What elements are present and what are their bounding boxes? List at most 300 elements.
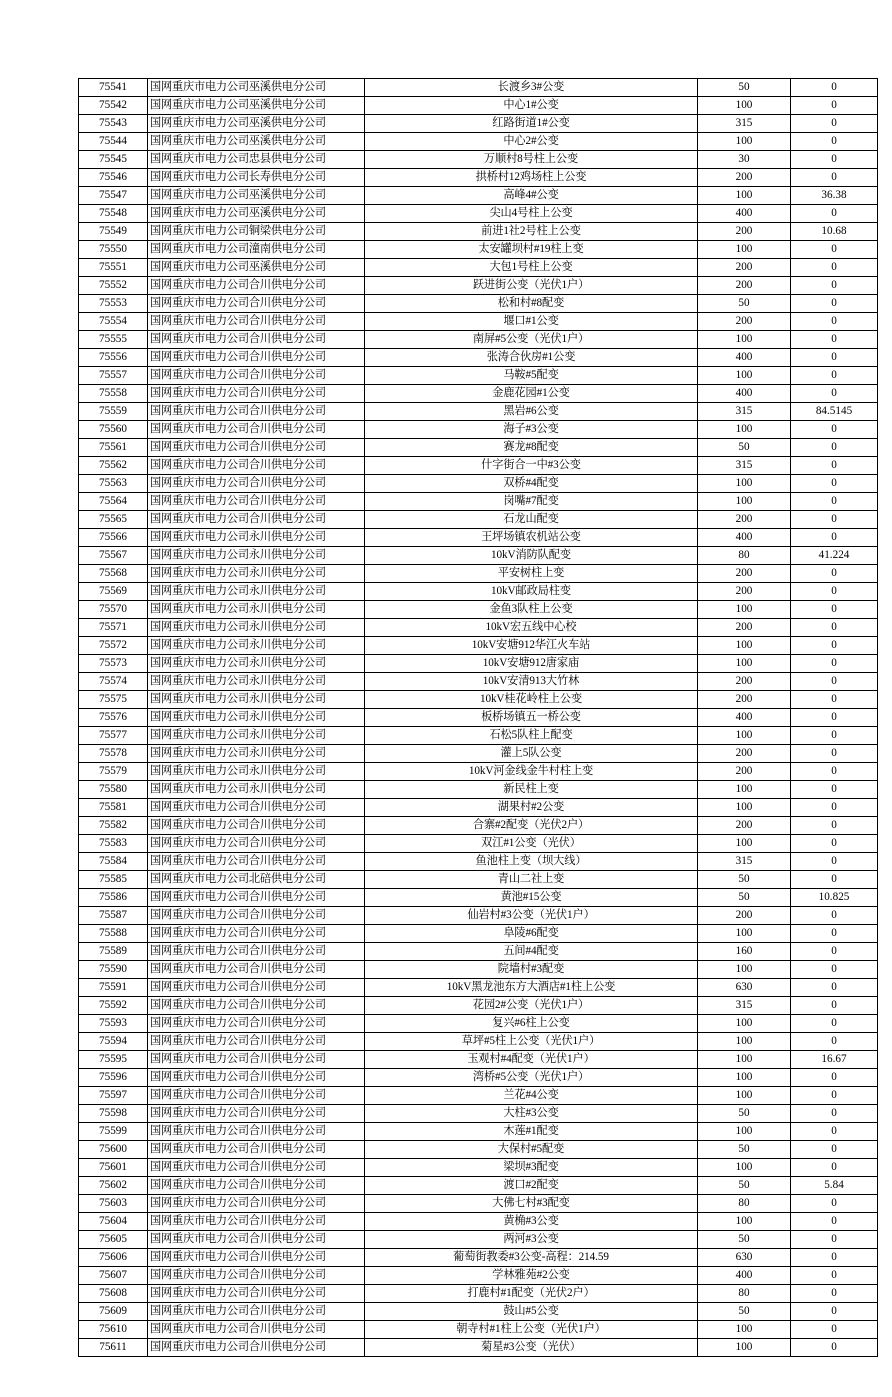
- cell-value: 0: [791, 673, 878, 691]
- cell-name: 葡萄街教委#3公变-高程：214.59: [365, 1249, 698, 1267]
- cell-capacity: 200: [698, 817, 791, 835]
- cell-org: 国网重庆市电力公司合川供电分公司: [148, 1339, 365, 1357]
- cell-id: 75589: [79, 943, 148, 961]
- table-row: [79, 1321, 878, 1339]
- cell-capacity: 80: [698, 1195, 791, 1213]
- cell-name: 马鞍#5配变: [365, 367, 698, 385]
- cell-name: 10kV安塘912华江火车站: [365, 637, 698, 655]
- cell-name: 赛龙#8配变: [365, 439, 698, 457]
- cell-value: 0: [791, 601, 878, 619]
- cell-name: 大保村#5配变: [365, 1141, 698, 1159]
- cell-name: 五间#4配变: [365, 943, 698, 961]
- cell-name: 阜陵#6配变: [365, 925, 698, 943]
- cell-value: 16.67: [791, 1051, 878, 1069]
- cell-name: 堰口#1公变: [365, 313, 698, 331]
- cell-id: 75565: [79, 511, 148, 529]
- cell-value: 0: [791, 331, 878, 349]
- cell-name: 红路街道1#公变: [365, 115, 698, 133]
- table-row: [79, 691, 878, 709]
- table-row: [79, 1015, 878, 1033]
- cell-value: 0: [791, 871, 878, 889]
- table-row: [79, 925, 878, 943]
- cell-id: 75552: [79, 277, 148, 295]
- cell-id: 75597: [79, 1087, 148, 1105]
- cell-value: 0: [791, 817, 878, 835]
- cell-org: 国网重庆市电力公司永川供电分公司: [148, 709, 365, 727]
- cell-capacity: 100: [698, 475, 791, 493]
- table-row: [79, 1033, 878, 1051]
- table-row: [79, 169, 878, 187]
- cell-value: 0: [791, 277, 878, 295]
- cell-id: 75596: [79, 1069, 148, 1087]
- cell-capacity: 100: [698, 367, 791, 385]
- cell-id: 75588: [79, 925, 148, 943]
- cell-id: 75563: [79, 475, 148, 493]
- cell-org: 国网重庆市电力公司合川供电分公司: [148, 493, 365, 511]
- table-row: [79, 745, 878, 763]
- cell-capacity: 400: [698, 349, 791, 367]
- table-row: [79, 79, 878, 97]
- cell-capacity: 100: [698, 1339, 791, 1357]
- cell-org: 国网重庆市电力公司巫溪供电分公司: [148, 205, 365, 223]
- cell-value: 0: [791, 637, 878, 655]
- cell-id: 75542: [79, 97, 148, 115]
- table-row: [79, 187, 878, 205]
- table-row: [79, 1285, 878, 1303]
- cell-value: 0: [791, 1267, 878, 1285]
- cell-org: 国网重庆市电力公司合川供电分公司: [148, 421, 365, 439]
- cell-capacity: 100: [698, 1051, 791, 1069]
- table-row: [79, 1267, 878, 1285]
- table-row: [79, 1339, 878, 1357]
- cell-id: 75599: [79, 1123, 148, 1141]
- cell-capacity: 400: [698, 385, 791, 403]
- cell-id: 75600: [79, 1141, 148, 1159]
- table-row: [79, 475, 878, 493]
- cell-value: 0: [791, 313, 878, 331]
- cell-value: 0: [791, 1033, 878, 1051]
- table-row: [79, 223, 878, 241]
- cell-value: 0: [791, 583, 878, 601]
- cell-name: 花园2#公变（光伏1户）: [365, 997, 698, 1015]
- cell-org: 国网重庆市电力公司合川供电分公司: [148, 1195, 365, 1213]
- cell-capacity: 315: [698, 403, 791, 421]
- cell-id: 75592: [79, 997, 148, 1015]
- cell-capacity: 100: [698, 331, 791, 349]
- cell-id: 75594: [79, 1033, 148, 1051]
- cell-org: 国网重庆市电力公司永川供电分公司: [148, 673, 365, 691]
- cell-org: 国网重庆市电力公司合川供电分公司: [148, 403, 365, 421]
- cell-capacity: 200: [698, 223, 791, 241]
- cell-id: 75551: [79, 259, 148, 277]
- cell-value: 0: [791, 1231, 878, 1249]
- table-row: [79, 349, 878, 367]
- table-row: [79, 1051, 878, 1069]
- cell-org: 国网重庆市电力公司合川供电分公司: [148, 1213, 365, 1231]
- cell-name: 两河#3公变: [365, 1231, 698, 1249]
- table-row: [79, 889, 878, 907]
- table-row: [79, 727, 878, 745]
- cell-name: 黄桷#3公变: [365, 1213, 698, 1231]
- cell-org: 国网重庆市电力公司永川供电分公司: [148, 655, 365, 673]
- cell-name: 灌上5队公变: [365, 745, 698, 763]
- cell-name: 拱桥村12鸡场柱上公变: [365, 169, 698, 187]
- cell-id: 75569: [79, 583, 148, 601]
- cell-name: 10kV邮政局柱变: [365, 583, 698, 601]
- cell-value: 0: [791, 1123, 878, 1141]
- cell-capacity: 50: [698, 79, 791, 97]
- cell-capacity: 200: [698, 169, 791, 187]
- cell-value: 0: [791, 79, 878, 97]
- cell-org: 国网重庆市电力公司巫溪供电分公司: [148, 97, 365, 115]
- cell-org: 国网重庆市电力公司永川供电分公司: [148, 583, 365, 601]
- cell-org: 国网重庆市电力公司合川供电分公司: [148, 1015, 365, 1033]
- table-row: [79, 907, 878, 925]
- table-row: [79, 1159, 878, 1177]
- cell-name: 金鹿花园#1公变: [365, 385, 698, 403]
- cell-org: 国网重庆市电力公司北碚供电分公司: [148, 871, 365, 889]
- cell-value: 10.825: [791, 889, 878, 907]
- cell-capacity: 100: [698, 727, 791, 745]
- cell-id: 75577: [79, 727, 148, 745]
- cell-capacity: 100: [698, 421, 791, 439]
- cell-id: 75581: [79, 799, 148, 817]
- cell-value: 0: [791, 1015, 878, 1033]
- cell-org: 国网重庆市电力公司铜梁供电分公司: [148, 223, 365, 241]
- cell-org: 国网重庆市电力公司合川供电分公司: [148, 997, 365, 1015]
- table-row: [79, 835, 878, 853]
- cell-capacity: 50: [698, 1177, 791, 1195]
- table-row: [79, 997, 878, 1015]
- table-row: [79, 763, 878, 781]
- cell-name: 中心1#公变: [365, 97, 698, 115]
- cell-value: 5.84: [791, 1177, 878, 1195]
- cell-org: 国网重庆市电力公司合川供电分公司: [148, 835, 365, 853]
- cell-org: 国网重庆市电力公司永川供电分公司: [148, 745, 365, 763]
- cell-capacity: 315: [698, 853, 791, 871]
- cell-capacity: 100: [698, 241, 791, 259]
- cell-capacity: 80: [698, 547, 791, 565]
- table-body: [79, 79, 878, 1357]
- cell-name: 10kV安塘912唐家庙: [365, 655, 698, 673]
- cell-value: 0: [791, 511, 878, 529]
- cell-id: 75545: [79, 151, 148, 169]
- cell-capacity: 100: [698, 601, 791, 619]
- cell-value: 0: [791, 97, 878, 115]
- cell-capacity: 315: [698, 115, 791, 133]
- cell-name: 10kV桂花岭柱上公变: [365, 691, 698, 709]
- cell-id: 75609: [79, 1303, 148, 1321]
- cell-capacity: 630: [698, 979, 791, 997]
- cell-org: 国网重庆市电力公司合川供电分公司: [148, 1285, 365, 1303]
- table-row: [79, 151, 878, 169]
- cell-capacity: 200: [698, 277, 791, 295]
- cell-capacity: 50: [698, 871, 791, 889]
- cell-name: 高峰4#公变: [365, 187, 698, 205]
- cell-value: 0: [791, 205, 878, 223]
- cell-value: 0: [791, 1105, 878, 1123]
- cell-capacity: 80: [698, 1285, 791, 1303]
- cell-value: 0: [791, 1195, 878, 1213]
- table-row: [79, 943, 878, 961]
- cell-capacity: 200: [698, 313, 791, 331]
- cell-org: 国网重庆市电力公司巫溪供电分公司: [148, 187, 365, 205]
- cell-org: 国网重庆市电力公司合川供电分公司: [148, 943, 365, 961]
- cell-org: 国网重庆市电力公司合川供电分公司: [148, 1123, 365, 1141]
- cell-capacity: 160: [698, 943, 791, 961]
- cell-value: 0: [791, 745, 878, 763]
- table-row: [79, 529, 878, 547]
- cell-id: 75608: [79, 1285, 148, 1303]
- cell-name: 松和村#8配变: [365, 295, 698, 313]
- cell-org: 国网重庆市电力公司永川供电分公司: [148, 763, 365, 781]
- cell-value: 10.68: [791, 223, 878, 241]
- table-row: [79, 1249, 878, 1267]
- cell-value: 0: [791, 133, 878, 151]
- cell-id: 75541: [79, 79, 148, 97]
- cell-value: 0: [791, 259, 878, 277]
- cell-capacity: 200: [698, 673, 791, 691]
- cell-name: 院墙村#3配变: [365, 961, 698, 979]
- cell-value: 0: [791, 565, 878, 583]
- cell-id: 75587: [79, 907, 148, 925]
- cell-capacity: 100: [698, 1123, 791, 1141]
- table-row: [79, 547, 878, 565]
- cell-value: 0: [791, 439, 878, 457]
- table-row: [79, 97, 878, 115]
- cell-value: 0: [791, 943, 878, 961]
- table-row: [79, 1177, 878, 1195]
- cell-org: 国网重庆市电力公司永川供电分公司: [148, 727, 365, 745]
- table-row: [79, 385, 878, 403]
- table-row: [79, 817, 878, 835]
- cell-org: 国网重庆市电力公司永川供电分公司: [148, 637, 365, 655]
- cell-capacity: 100: [698, 925, 791, 943]
- cell-org: 国网重庆市电力公司合川供电分公司: [148, 1267, 365, 1285]
- cell-name: 板桥场镇五一桥公变: [365, 709, 698, 727]
- cell-id: 75572: [79, 637, 148, 655]
- cell-id: 75570: [79, 601, 148, 619]
- cell-org: 国网重庆市电力公司合川供电分公司: [148, 961, 365, 979]
- table-row: [79, 781, 878, 799]
- cell-capacity: 100: [698, 1159, 791, 1177]
- table-row: [79, 709, 878, 727]
- table-row: [79, 421, 878, 439]
- cell-id: 75560: [79, 421, 148, 439]
- cell-name: 石松5队柱上配变: [365, 727, 698, 745]
- cell-capacity: 100: [698, 781, 791, 799]
- distribution-transformer-table: [78, 78, 878, 1357]
- cell-id: 75557: [79, 367, 148, 385]
- cell-id: 75550: [79, 241, 148, 259]
- cell-name: 大佛七村#3配变: [365, 1195, 698, 1213]
- cell-org: 国网重庆市电力公司合川供电分公司: [148, 1177, 365, 1195]
- cell-name: 兰花#4公变: [365, 1087, 698, 1105]
- cell-id: 75579: [79, 763, 148, 781]
- cell-org: 国网重庆市电力公司永川供电分公司: [148, 547, 365, 565]
- table-row: [79, 367, 878, 385]
- cell-org: 国网重庆市电力公司巫溪供电分公司: [148, 133, 365, 151]
- cell-name: 鱼池柱上变（坝大线）: [365, 853, 698, 871]
- cell-id: 75602: [79, 1177, 148, 1195]
- table-row: [79, 493, 878, 511]
- cell-name: 合寨#2配变（光伏2户）: [365, 817, 698, 835]
- table-row: [79, 565, 878, 583]
- cell-name: 新民柱上变: [365, 781, 698, 799]
- cell-name: 石龙山配变: [365, 511, 698, 529]
- cell-id: 75611: [79, 1339, 148, 1357]
- cell-org: 国网重庆市电力公司合川供电分公司: [148, 313, 365, 331]
- table-row: [79, 1231, 878, 1249]
- cell-id: 75586: [79, 889, 148, 907]
- cell-name: 什字街合一中#3公变: [365, 457, 698, 475]
- cell-name: 梁坝#3配变: [365, 1159, 698, 1177]
- cell-capacity: 50: [698, 1141, 791, 1159]
- cell-org: 国网重庆市电力公司合川供电分公司: [148, 1087, 365, 1105]
- cell-org: 国网重庆市电力公司合川供电分公司: [148, 295, 365, 313]
- cell-name: 草坪#5柱上公变（光伏1户）: [365, 1033, 698, 1051]
- cell-name: 大包1号柱上公变: [365, 259, 698, 277]
- cell-capacity: 200: [698, 745, 791, 763]
- cell-capacity: 100: [698, 655, 791, 673]
- cell-name: 双桥#4配变: [365, 475, 698, 493]
- cell-id: 75574: [79, 673, 148, 691]
- cell-value: 0: [791, 1159, 878, 1177]
- cell-org: 国网重庆市电力公司巫溪供电分公司: [148, 259, 365, 277]
- cell-value: 0: [791, 421, 878, 439]
- cell-capacity: 50: [698, 295, 791, 313]
- cell-name: 10kV河金线金牛村柱上变: [365, 763, 698, 781]
- cell-org: 国网重庆市电力公司永川供电分公司: [148, 781, 365, 799]
- table-row: [79, 1087, 878, 1105]
- cell-org: 国网重庆市电力公司合川供电分公司: [148, 1051, 365, 1069]
- cell-name: 南屏#5公变（光伏1户）: [365, 331, 698, 349]
- cell-capacity: 100: [698, 187, 791, 205]
- cell-name: 湖果村#2公变: [365, 799, 698, 817]
- cell-name: 跃进街公变（光伏1户）: [365, 277, 698, 295]
- cell-id: 75549: [79, 223, 148, 241]
- cell-org: 国网重庆市电力公司合川供电分公司: [148, 1069, 365, 1087]
- cell-capacity: 400: [698, 529, 791, 547]
- cell-capacity: 200: [698, 691, 791, 709]
- table-row: [79, 439, 878, 457]
- cell-capacity: 100: [698, 97, 791, 115]
- cell-value: 41.224: [791, 547, 878, 565]
- cell-capacity: 400: [698, 1267, 791, 1285]
- cell-org: 国网重庆市电力公司合川供电分公司: [148, 907, 365, 925]
- cell-capacity: 200: [698, 565, 791, 583]
- cell-org: 国网重庆市电力公司合川供电分公司: [148, 1141, 365, 1159]
- cell-id: 75573: [79, 655, 148, 673]
- cell-value: 0: [791, 151, 878, 169]
- cell-name: 平安树柱上变: [365, 565, 698, 583]
- cell-value: 0: [791, 997, 878, 1015]
- cell-org: 国网重庆市电力公司合川供电分公司: [148, 475, 365, 493]
- cell-org: 国网重庆市电力公司合川供电分公司: [148, 1249, 365, 1267]
- cell-value: 0: [791, 781, 878, 799]
- cell-id: 75578: [79, 745, 148, 763]
- cell-value: 0: [791, 619, 878, 637]
- cell-value: 0: [791, 925, 878, 943]
- cell-value: 0: [791, 979, 878, 997]
- cell-name: 太安罐坝村#19柱上变: [365, 241, 698, 259]
- table-row: [79, 295, 878, 313]
- cell-capacity: 50: [698, 1231, 791, 1249]
- cell-org: 国网重庆市电力公司合川供电分公司: [148, 349, 365, 367]
- cell-org: 国网重庆市电力公司合川供电分公司: [148, 1303, 365, 1321]
- cell-name: 岗嘴#7配变: [365, 493, 698, 511]
- cell-name: 黑岩#6公变: [365, 403, 698, 421]
- cell-capacity: 315: [698, 997, 791, 1015]
- cell-value: 0: [791, 367, 878, 385]
- table-row: [79, 511, 878, 529]
- cell-org: 国网重庆市电力公司合川供电分公司: [148, 1159, 365, 1177]
- cell-capacity: 630: [698, 1249, 791, 1267]
- cell-org: 国网重庆市电力公司合川供电分公司: [148, 367, 365, 385]
- cell-id: 75558: [79, 385, 148, 403]
- cell-capacity: 100: [698, 637, 791, 655]
- cell-id: 75582: [79, 817, 148, 835]
- cell-org: 国网重庆市电力公司潼南供电分公司: [148, 241, 365, 259]
- cell-name: 学林雅苑#2公变: [365, 1267, 698, 1285]
- cell-value: 0: [791, 709, 878, 727]
- cell-capacity: 100: [698, 1321, 791, 1339]
- cell-capacity: 200: [698, 511, 791, 529]
- cell-value: 0: [791, 385, 878, 403]
- cell-id: 75605: [79, 1231, 148, 1249]
- cell-capacity: 100: [698, 133, 791, 151]
- cell-capacity: 100: [698, 1033, 791, 1051]
- cell-capacity: 400: [698, 205, 791, 223]
- cell-name: 木莲#1配变: [365, 1123, 698, 1141]
- cell-name: 尖山4号柱上公变: [365, 205, 698, 223]
- table-row: [79, 277, 878, 295]
- cell-id: 75585: [79, 871, 148, 889]
- cell-name: 双江#1公变（光伏）: [365, 835, 698, 853]
- cell-id: 75598: [79, 1105, 148, 1123]
- table-row: [79, 1213, 878, 1231]
- cell-name: 中心2#公变: [365, 133, 698, 151]
- table-row: [79, 1141, 878, 1159]
- cell-id: 75546: [79, 169, 148, 187]
- table-row: [79, 457, 878, 475]
- cell-org: 国网重庆市电力公司合川供电分公司: [148, 1231, 365, 1249]
- cell-org: 国网重庆市电力公司合川供电分公司: [148, 853, 365, 871]
- cell-capacity: 100: [698, 961, 791, 979]
- cell-id: 75604: [79, 1213, 148, 1231]
- table-row: [79, 403, 878, 421]
- table-row: [79, 961, 878, 979]
- cell-id: 75559: [79, 403, 148, 421]
- cell-value: 0: [791, 1339, 878, 1357]
- cell-org: 国网重庆市电力公司合川供电分公司: [148, 511, 365, 529]
- table-row: [79, 205, 878, 223]
- cell-id: 75556: [79, 349, 148, 367]
- cell-value: 0: [791, 835, 878, 853]
- cell-name: 张涛合伙房#1公变: [365, 349, 698, 367]
- cell-capacity: 200: [698, 907, 791, 925]
- cell-org: 国网重庆市电力公司永川供电分公司: [148, 691, 365, 709]
- cell-value: 84.5145: [791, 403, 878, 421]
- cell-capacity: 315: [698, 457, 791, 475]
- cell-capacity: 100: [698, 799, 791, 817]
- cell-org: 国网重庆市电力公司合川供电分公司: [148, 439, 365, 457]
- cell-capacity: 30: [698, 151, 791, 169]
- cell-value: 0: [791, 169, 878, 187]
- cell-capacity: 400: [698, 709, 791, 727]
- cell-value: 0: [791, 1069, 878, 1087]
- cell-value: 0: [791, 655, 878, 673]
